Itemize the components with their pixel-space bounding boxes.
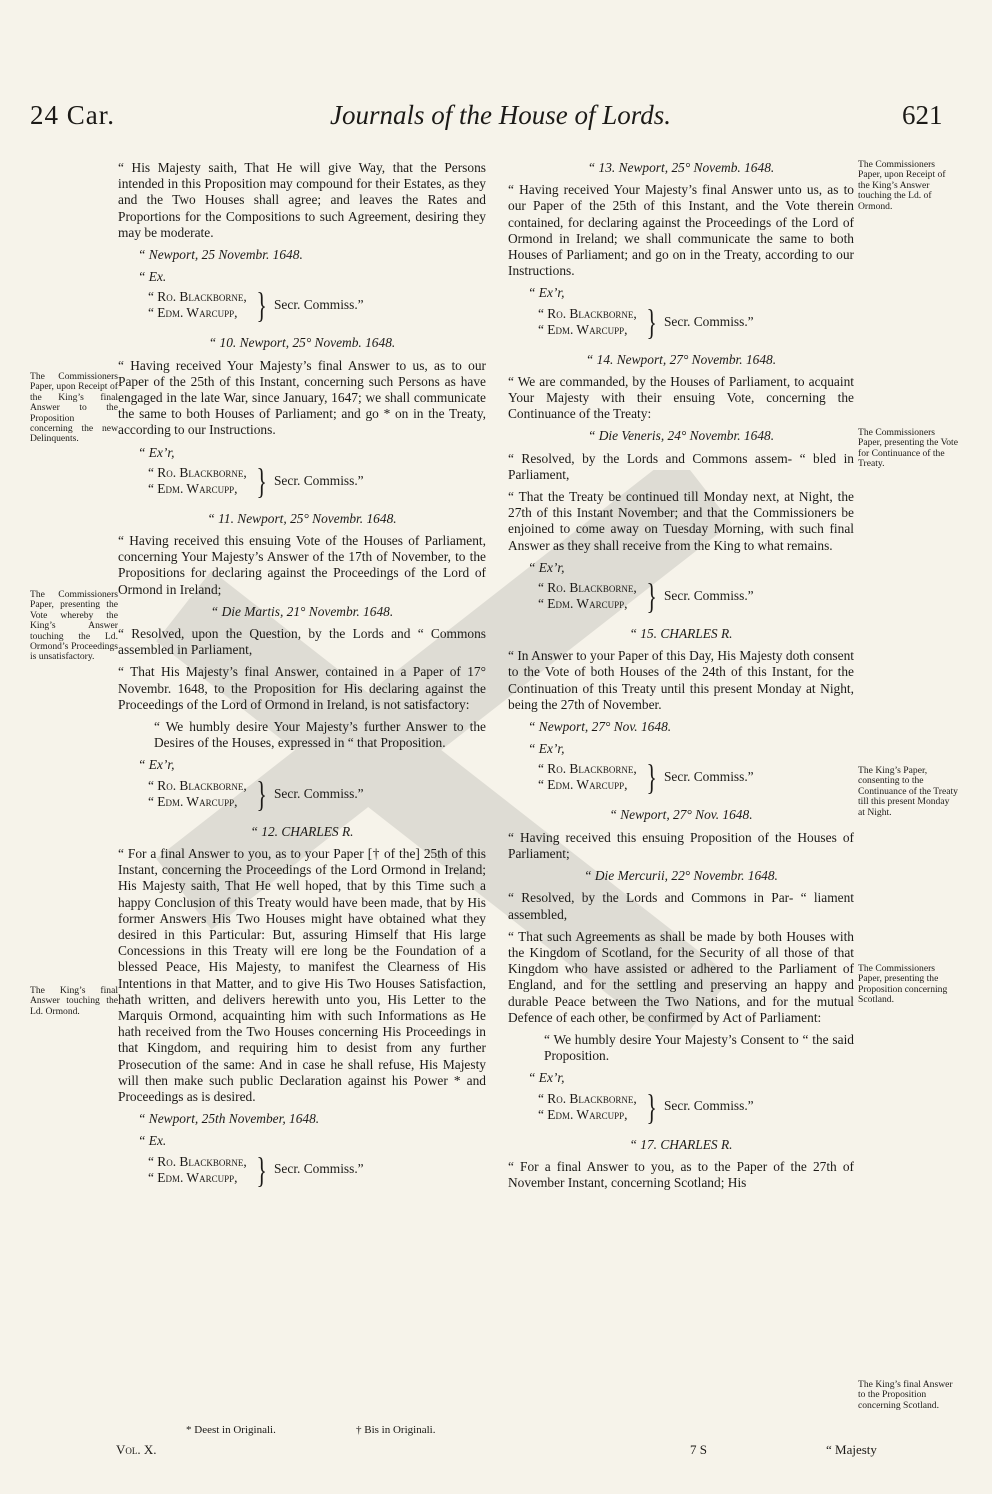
- left-text-column: [118, 160, 486, 1200]
- signatory-role: Secr. Commiss.”: [663, 769, 754, 785]
- right-text-column: [508, 160, 854, 1197]
- signature-block: [148, 773, 486, 814]
- signatory-role: Secr. Commiss.”: [663, 587, 754, 603]
- brace-glyph: }: [256, 1149, 267, 1190]
- signatory-name: “ Ro. Blackborne,: [148, 464, 247, 480]
- paragraph: “ For a final Answer to you, as to the Paper of the 27th of November Instant, concerning Scotland; His: [508, 1158, 854, 1190]
- paragraph: “ Resolved, by the Lords and Commons in Par- “ liament assembled,: [508, 890, 854, 922]
- brace-glyph: }: [646, 1086, 657, 1127]
- footnote: † Bis in Originali.: [356, 1424, 436, 1436]
- paragraph: “ Having received this ensuing Vote of the Houses of Parliament, concerning Your Majesty’s Answer of the 17th of November, to the Propositions for declaring against the Proceedings of the Lord of Ormond in Ireland;: [118, 533, 486, 597]
- entry-heading: “ Die Veneris, 24° Novembr. 1648.: [587, 428, 775, 444]
- indented-paragraph: “ We humbly desire Your Majesty’s Consent to “ the said Proposition.: [544, 1031, 854, 1064]
- entry-heading: “ 12. CHARLES R.: [250, 823, 354, 839]
- paragraph: “ That His Majesty’s final Answer, contained in a Paper of 17° Novembr. 1648, to the Proposition for His declaring against the Proceedings of the Lord of Ormond in Ireland, is not satisfactory:: [118, 664, 486, 712]
- brace-glyph: }: [646, 301, 657, 342]
- signatory-name: “ Ro. Blackborne,: [148, 289, 247, 305]
- signatory-role: Secr. Commiss.”: [273, 297, 364, 313]
- paragraph: “ Having received Your Majesty’s final Answer unto us, as to our Paper of the 25th of this Instant, and the Vote therein contained, for declaring against the Proceedings of the Lord of Ormond in Ireland; we shall communicate the same to both Houses of Parliament; and go on in the Treaty, according to our Instructions.: [508, 182, 854, 279]
- paragraph: “ Having received Your Majesty’s final Answer to us, as to our Paper of the 25th of this Instant, concerning such Persons as have engaged in the late War, since January, 1647; we shall communicate the same to both Houses of Parliament; and go * on in the Treaty, according to our Instructions.: [118, 357, 486, 438]
- examined-mark: “ Ex’r,: [138, 757, 175, 773]
- paragraph: “ Resolved, upon the Question, by the Lords and “ Commons assembled in Parliament,: [118, 626, 486, 658]
- brace-glyph: }: [646, 757, 657, 798]
- brace-glyph: }: [256, 460, 267, 501]
- margin-note: The Commissioners Paper, upon Receipt of the King’s final Answer to the Proposition concerning the new Delinquents.: [30, 371, 118, 445]
- signatory-name: “ Ro. Blackborne,: [148, 777, 247, 793]
- margin-note: The Commissioners Paper, upon Receipt of the King’s Answer touching the Ld. of Ormond.: [858, 159, 946, 212]
- margin-note: The King’s final Answer to the Proposition concerning Scotland.: [858, 1379, 953, 1411]
- signatory-name: “ Ro. Blackborne,: [538, 761, 637, 777]
- examined-mark: “ Ex’r,: [528, 559, 565, 575]
- dateline: “ Newport, 25th November, 1648.: [138, 1111, 320, 1127]
- examined-mark: “ Ex.: [138, 269, 167, 285]
- examined-mark: “ Ex’r,: [138, 444, 175, 460]
- signatory-name: “ Edm. Warcupp,: [148, 793, 238, 809]
- signature-block: [148, 460, 486, 501]
- dateline: “ Newport, 27° Nov. 1648.: [528, 719, 672, 735]
- paragraph: “ For a final Answer to you, as to your Paper [† of the] 25th of this Instant, concerning the Proceedings of the Lord Ormond in Ireland; His Majesty saith, That He well hoped, that by this Time such a happy Conclusion of this Treaty would have been made, that by His former Answers His Two Houses might have obtained what they desired in this Particular: But, assuring Himself that His large Concessions in this Treaty will ere long be the Foundation of a blessed Peace, His Majesty, to manifest the Clearness of His Intentions in that Matter, and to give His Two Houses Satisfaction, hath written, and delivers herewith unto you, His Letter to the Marquis Ormond, acquainting him with such Informations as He hath received from the Two Houses concerning His Proceedings in that Kingdom, and requiring him to desist from any further Prosecution of the same: And in case he shall refuse, His Majesty will then make such public Declaration against his Power * and Proceedings as is desired.: [118, 845, 486, 1104]
- entry-heading: “ 11. Newport, 25° Novembr. 1648.: [207, 510, 397, 526]
- signature-mark: 7 S: [690, 1442, 707, 1457]
- signature-block: [148, 1149, 486, 1190]
- signatory-name: “ Ro. Blackborne,: [538, 580, 637, 596]
- volume-mark: Vol. X.: [116, 1442, 157, 1457]
- signatory-name: “ Ro. Blackborne,: [538, 305, 637, 321]
- signatory-role: Secr. Commiss.”: [273, 1161, 364, 1177]
- brace-glyph: }: [646, 576, 657, 617]
- signatory-role: Secr. Commiss.”: [273, 785, 364, 801]
- paragraph: “ That the Treaty be continued till Monday next, at Night, the 27th of this Instant November; and that the Commissioners be enjoined to come away on Tuesday Morning, with such final Answer as they shall receive from the King to what remains.: [508, 489, 854, 553]
- margin-note: The King’s final Answer touching the Ld. Ormond.: [30, 985, 118, 1017]
- signatory-name: “ Ro. Blackborne,: [538, 1090, 637, 1106]
- examined-mark: “ Ex.: [138, 1133, 167, 1149]
- signatory-role: Secr. Commiss.”: [663, 1098, 754, 1114]
- entry-heading: “ Die Martis, 21° Novembr. 1648.: [210, 603, 394, 619]
- signature-block: [538, 757, 854, 798]
- entry-heading: “ 10. Newport, 25° Novemb. 1648.: [208, 335, 396, 351]
- running-head-left: 24 Car.: [30, 100, 115, 130]
- dateline: “ Newport, 25 Novembr. 1648.: [138, 247, 303, 263]
- brace-glyph: }: [256, 773, 267, 814]
- running-head-title: Journals of the House of Lords.: [330, 100, 672, 130]
- indented-paragraph: “ We humbly desire Your Majesty’s further Answer to the Desires of the Houses, expressed in “ that Proposition.: [154, 719, 486, 751]
- signature-block: [538, 1086, 854, 1127]
- signatory-name: “ Edm. Warcupp,: [148, 480, 238, 496]
- catchword: “ Majesty: [826, 1442, 877, 1457]
- footnote: * Deest in Originali.: [186, 1424, 276, 1436]
- brace-glyph: }: [256, 285, 267, 326]
- entry-heading: “ Newport, 27° Nov. 1648.: [609, 807, 753, 823]
- examined-mark: “ Ex’r,: [528, 285, 565, 301]
- signatory-role: Secr. Commiss.”: [273, 472, 364, 488]
- paragraph: “ That such Agreements as shall be made by both Houses with the Kingdom of Scotland, for the Security of all those of that Kingdom who have assisted or adhered to the Parliament of England, and for the settling and preserving an happy and durable Peace between the Two Nations, and for the mutual Defence of each other, be confirmed by Act of Parliament:: [508, 928, 854, 1025]
- signatory-name: “ Edm. Warcupp,: [538, 777, 628, 793]
- signature-block: [538, 301, 854, 342]
- examined-mark: “ Ex’r,: [528, 1070, 565, 1086]
- page-number: 621: [902, 100, 943, 130]
- paragraph: “ We are commanded, by the Houses of Parliament, to acquaint Your Majesty with their ensuing Vote, concerning the Continuance of the Treaty:: [508, 373, 854, 422]
- signatory-name: “ Edm. Warcupp,: [148, 1169, 238, 1185]
- entry-heading: “ 13. Newport, 25° Novemb. 1648.: [587, 160, 775, 175]
- paragraph: “ His Majesty saith, That He will give Way, that the Persons intended in this Proposition may compound for their Estates, as they and the Two Houses shall agree; and leaves the Rates and Proportions for the Compositions to such Agreement, desiring they may be moderate.: [118, 160, 486, 240]
- signatory-name: “ Edm. Warcupp,: [148, 305, 238, 321]
- entry-heading: “ 14. Newport, 27° Novembr. 1648.: [585, 351, 777, 367]
- entry-heading: “ 15. CHARLES R.: [629, 626, 733, 642]
- signatory-role: Secr. Commiss.”: [663, 313, 754, 329]
- margin-note: The King’s Paper, consenting to the Continuance of the Treaty till this present Monday at Night.: [858, 765, 958, 818]
- margin-note: The Commissioners Paper, presenting the Proposition concerning Scotland.: [858, 963, 948, 1006]
- paragraph: “ Having received this ensuing Proposition of the Houses of Parliament;: [508, 829, 854, 861]
- signature-block: [148, 285, 486, 326]
- margin-note: The Commissioners Paper, presenting the Vote whereby the King’s Answer touching the Ld. Ormond’s Proceedings is unsatisfactory.: [30, 589, 118, 663]
- signatory-name: “ Ro. Blackborne,: [148, 1153, 247, 1169]
- margin-note: The Commissioners Paper, presenting the Vote for Continuance of the Treaty.: [858, 427, 958, 470]
- examined-mark: “ Ex’r,: [528, 741, 565, 757]
- paragraph: “ In Answer to your Paper of this Day, His Majesty doth consent to the Vote of both Houses of the 24th of this Instant, for the Continuation of this Treaty until this present Monday at Night, being the 27th of November.: [508, 648, 854, 712]
- signatory-name: “ Edm. Warcupp,: [538, 1106, 628, 1122]
- entry-heading: “ 17. CHARLES R.: [629, 1136, 733, 1152]
- entry-heading: “ Die Mercurii, 22° Novembr. 1648.: [584, 868, 778, 884]
- paragraph: “ Resolved, by the Lords and Commons assem- “ bled in Parliament,: [508, 450, 854, 482]
- signature-block: [538, 576, 854, 617]
- signatory-name: “ Edm. Warcupp,: [538, 596, 628, 612]
- signatory-name: “ Edm. Warcupp,: [538, 321, 628, 337]
